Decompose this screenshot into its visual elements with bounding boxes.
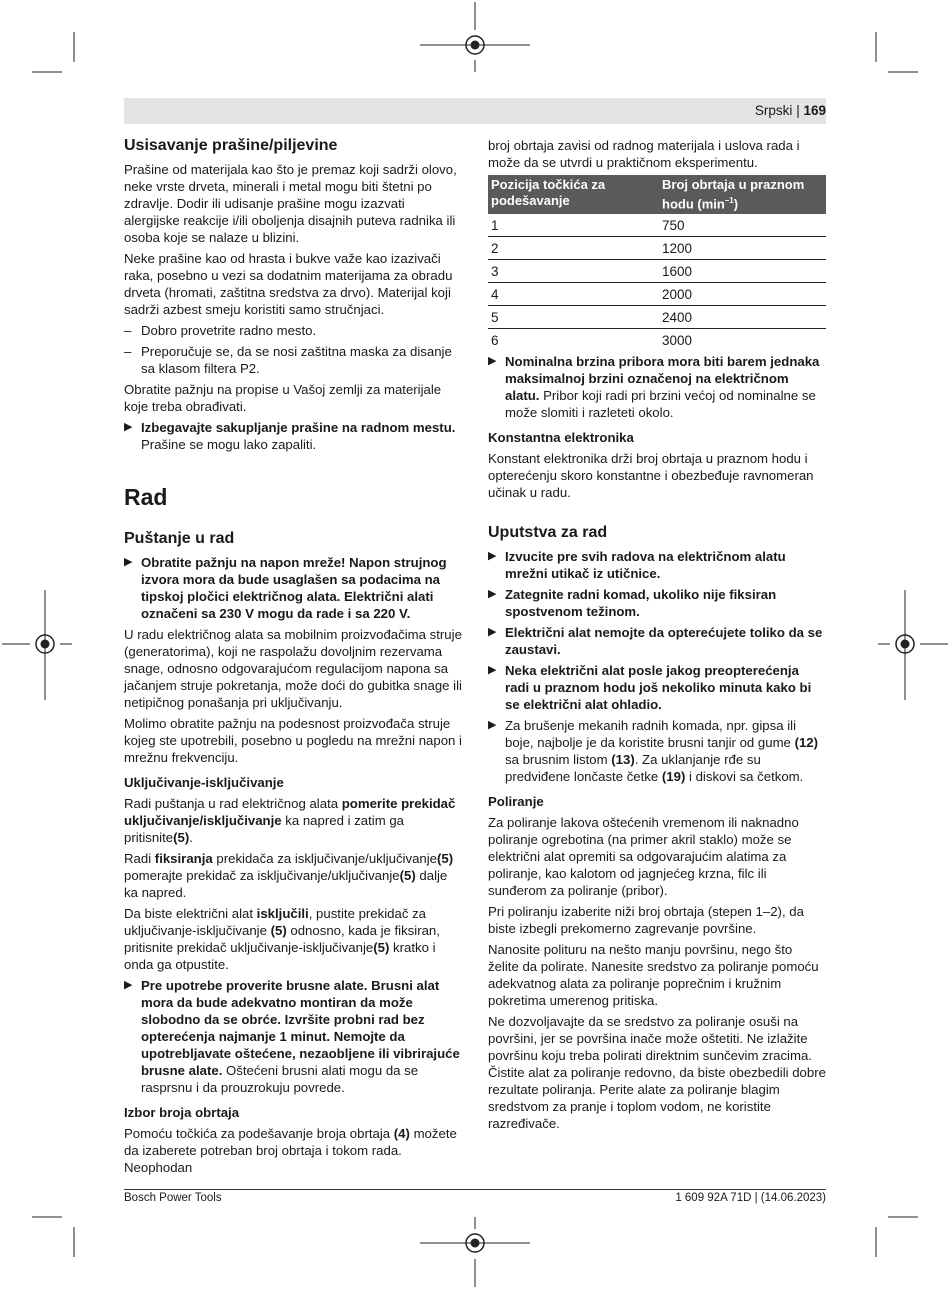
page-number: 169 <box>803 103 826 118</box>
warning-triangle-icon: ▶ <box>488 719 497 732</box>
dust-warning <box>124 419 464 453</box>
start-paragraph-1: U radu električnog alata sa mobilnim proizvođačima struje (generatorima), koji ne raspolažu dovoljnim rezervama snage, odnosno odgovarajućom regulacijom napona sa jačanjem struje pokretanja, može doći do gubitka snage ili netipičnog ponašanja pri uključivanju. <box>124 627 462 710</box>
header-separator: | <box>796 103 800 118</box>
abrasive-warning-bold: Pre upotrebe proverite brusne alate. Brusni alat mora da bude adekvatno montiran da može slobodno da se obrće. Izvršite probni rad bez opterećenja najmanje 1 minut. Nemojte da upotrebljavate oštećene, nezaobljene ili vibrirajuće brusne alate. <box>141 978 460 1078</box>
table-row: 5 2400 <box>488 306 826 329</box>
warning-triangle-icon: ▶ <box>488 588 497 601</box>
table-header-speed: Broj obrtaja u praznom hodu $(\min^{-1})$ <box>659 175 826 214</box>
warning-triangle-icon: ▶ <box>488 550 497 563</box>
start-paragraph-2: Molimo obratite pažnju na podesnost proizvođača struje kojeg ste upotrebili, posebno u pogledu na mrežni napon i mrežnu frekvenciju. <box>124 716 462 765</box>
instruction-warning-4: ▶ Neka električni alat posle jakog preopterećenja radi u praznom hodu još nekoliko minuta kako bi se električni alat ohladio. <box>488 663 812 713</box>
dust-warning-bold: Izbegavajte sakupljanje prašine na radnom mestu. <box>141 420 456 435</box>
left-column <box>124 136 464 1180</box>
switch-paragraph-3: Da biste električni alat isključili, pustite prekidač za uključivanje-isključivanje (5) odnosno, kada je fiksiran, pritisnite prekidač uključivanje-isključivanje(5) kratko i onda ga otpustite. <box>124 906 440 972</box>
header-language: Srpski <box>754 103 793 118</box>
registration-mark-left <box>36 635 54 653</box>
warning-triangle-icon: ▶ <box>488 355 497 368</box>
dust-paragraph-3: Obratite pažnju na propise u Vašoj zemlji za materijale koje treba obrađivati. <box>124 382 442 414</box>
warning-triangle-icon: ▶ <box>488 664 497 677</box>
nominal-speed-warning <box>488 353 826 421</box>
polishing-paragraph-1: Za poliranje lakova oštećenih vremenom ili naknadno poliranje ogrebotina (na primer akril staklo) može se električni alat opremiti sa odgovarajućim alatima za poliranje, kao kalotom od jagnjećeg krzna, filc ili sunđerom za poliranje (pribor). <box>488 815 799 899</box>
table-row: 3 1600 <box>488 260 826 283</box>
dust-dash-item-2: – Preporučuje se, da se nosi zaštitna maska za disanje sa klasom filtera P2. <box>124 343 464 377</box>
warning-triangle-icon: ▶ <box>124 421 133 433</box>
right-column <box>488 137 826 1136</box>
page-header <box>755 103 826 119</box>
work-instructions-heading: Uputstva za rad <box>488 524 608 542</box>
switch-paragraph-2: Radi fiksiranja prekidača za isključivanje/uključivanje(5) pomerajte prekidač za isključivanje/uključivanje(5) dalje ka napred. <box>124 851 454 900</box>
footer-doc-id: 1 609 92A 71D | (14.06.2023) <box>675 1192 826 1204</box>
constant-electronics-paragraph: Konstant elektronika drži broj obrtaja u praznom hodu i opterećenju skoro konstantne i obezbeđuje ravnomeran učinak u radu. <box>488 451 814 501</box>
table-row: 1 750 <box>488 214 826 237</box>
instruction-warning-5: ▶ Za brušenje mekanih radnih komada, npr. gipsa ili boje, najbolje je da koristite brusni tanjir od gume (12) sa brusnim listom (13). Za uklanjanje rđe su predviđene lončaste četke (19) i diskovi sa četkom. <box>488 718 819 785</box>
rad-heading: Rad <box>124 484 168 510</box>
dust-warning-text: Prašine se mogu lako zapaliti. <box>141 437 317 452</box>
registration-mark-top <box>466 36 484 54</box>
instruction-warning-2: ▶ Zategnite radni komad, ukoliko nije fiksiran spostvenom težinom. <box>488 587 777 620</box>
dust-paragraph-1: Prašine od materijala kao što je premaz koji sadrži olovo, neke vrste drveta, minerali i metal mogu biti štetni po zdravlje. Dodir ili udisanje prašine mogu izazvati alergijske reakcije i/ili oboljenja disajnih puteva radnika ili osoba koje se nalaze u blizini. <box>124 162 457 245</box>
speed-table <box>488 175 826 351</box>
speed-paragraph-continued: broj obrtaja zavisi od radnog materijala i uslova rada i može da se utvrdi u praktičnom eksperimentu. <box>488 138 800 170</box>
switch-paragraph-1: Radi puštanja u rad električnog alata pomerite prekidač uključivanje/isključivanje ka napred i zatim ga pritisnite(5). <box>124 796 456 845</box>
constant-electronics-heading: Konstantna elektronika <box>488 430 634 446</box>
polishing-paragraph-2: Pri poliranju izaberite niži broj obrtaja (stepen 1–2), da biste izbegli prekomerno zagrevanje površine. <box>488 904 804 937</box>
dust-extraction-heading: Usisavanje prašine/piljevine <box>124 137 338 154</box>
warning-triangle-icon: ▶ <box>124 979 133 991</box>
nominal-warning-bold: Nominalna brzina pribora mora biti barem jednaka maksimalnoj brzini označenoj na električnom alatu. <box>505 354 820 404</box>
dust-dash-item-1: – Dobro provetrite radno mesto. <box>124 322 464 339</box>
registration-mark-bottom <box>466 1234 484 1252</box>
footer-brand: Bosch Power Tools <box>124 1192 222 1204</box>
polishing-paragraph-3: Nanosite polituru na nešto manju površinu, nego što želite da polirate. Nanesite sredstvo za poliranje pomoću adekvatnog alata za poliranje poprečnim i kružnim pokretima umerenog pritiska. <box>488 942 819 1009</box>
footer-rule <box>124 1189 826 1190</box>
instruction-warning-3: ▶ Električni alat nemojte da opterećujete toliko da se zaustavi. <box>488 625 823 658</box>
abrasive-warning-text: Oštećeni brusni alati mogu da se rasprsnu i da prouzrokuju povrede. <box>141 1063 419 1095</box>
table-row: 6 3000 <box>491 333 693 349</box>
table-row: 2 1200 <box>488 237 826 260</box>
warning-triangle-icon: ▶ <box>488 626 497 639</box>
polishing-heading: Poliranje <box>488 794 544 810</box>
voltage-warning <box>124 554 464 622</box>
table-row: 4 2000 <box>488 283 826 306</box>
speed-paragraph: Pomoću točkića za podešavanje broja obrtaja (4) možete da izaberete potreban broj obrtaja i tokom rada. Neophodan <box>124 1126 457 1175</box>
voltage-warning-bold: Obratite pažnju na napon mreže! Napon strujnog izvora mora da bude usaglašen sa podacima na tipskoj pločici električnog alata. Električni alati označeni sa 230 V mogu da rade i sa 220 V. <box>141 555 447 621</box>
warning-triangle-icon: ▶ <box>124 556 133 568</box>
nominal-warning-text: Pribor koji radi pri brzini većoj od nominalne se može slomiti i razleteti okolo. <box>505 388 816 421</box>
polishing-paragraph-4: Ne dozvoljavajte da se sredstvo za poliranje osuši na površini, jer se površina inače može oštetiti. Ne izlažite površinu koju treba polirati direktnim sunčevim zracima. Čistite alat za poliranje redovno, da biste obezbedili dobre rezultate poliranja. Perite alate za poliranje blagim sredstvom za pranje i toplom vodom, ne koristite razređivače. <box>488 1014 826 1132</box>
abrasive-check-warning <box>124 977 464 1096</box>
speed-table-header <box>488 175 826 214</box>
table-header-position: Pozicija točkića za podešavanje <box>488 175 659 214</box>
header-band <box>124 98 826 124</box>
instruction-warning-1: ▶ Izvucite pre svih radova na električnom alatu mrežni utikač iz utičnice. <box>488 549 786 582</box>
switch-heading: Uključivanje-isključivanje <box>124 775 284 790</box>
dust-paragraph-2: Neke prašine kao od hrasta i bukve važe kao izazivači raka, posebno u vezi sa dodatnim materijama za obradu drveta (hromati, zaštitna sredstva za drvo). Materijal koji sadrži azbest smeju koristiti samo stručnjaci. <box>124 251 453 317</box>
speed-selection-heading: Izbor broja obrtaja <box>124 1105 240 1120</box>
registration-mark-right <box>896 635 914 653</box>
start-up-heading: Puštanje u rad <box>124 530 235 547</box>
